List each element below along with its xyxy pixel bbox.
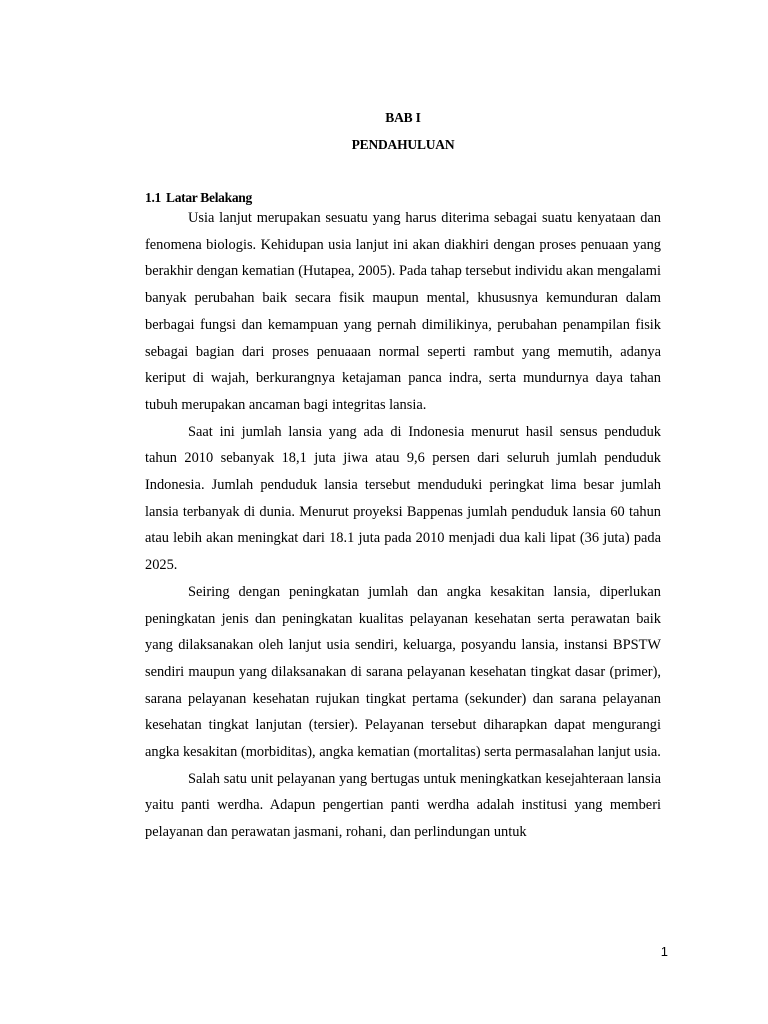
paragraph: Saat ini jumlah lansia yang ada di Indonesia menurut hasil sensus penduduk tahun 2010 sebanyak 18,1 juta jiwa atau 9,6 persen dari seluruh jumlah penduduk Indonesia. Jumlah penduduk lansia tersebut menduduki peringkat lima besar jumlah lansia terbanyak di dunia. Menurut proyeksi Bappenas jumlah penduduk lansia 60 tahun atau lebih akan meningkat dari 18.1 juta pada 2010 menjadi dua kali lipat (36 juta) pada 2025. [145,423,661,574]
body-text [145,205,661,846]
page-number: 1 [660,944,668,959]
chapter-title: PENDAHULUAN [351,137,455,152]
paragraph: Salah satu unit pelayanan yang bertugas untuk meningkatkan kesejahteraan lansia yaitu panti werdha. Adapun pengertian panti werdha adalah institusi yang memberi pelayanan dan perawatan jasmani, rohani, dan perlindungan untuk [145,770,661,841]
section-heading [145,190,252,206]
section-number: 1.1 [145,190,161,205]
chapter-label: BAB I [385,110,421,125]
paragraph: Seiring dengan peningkatan jumlah dan angka kesakitan lansia, diperlukan peningkatan jenis dan peningkatan kualitas pelayanan kesehatan serta perawatan baik yang dilaksanakan oleh lanjut usia sendiri, keluarga, posyandu lansia, instansi BPSTW sendiri maupun yang dilaksanakan di sarana pelayanan kesehatan tingkat dasar (primer), sarana pelayanan kesehatan rujukan tingkat pertama (sekunder) dan sarana pelayanan kesehatan tingkat lanjutan (tersier). Pelayanan tersebut diharapkan dapat mengurangi angka kesakitan (morbiditas), angka kematian (mortalitas) serta permasalahan lanjut usia. [145,583,661,761]
section-title: Latar Belakang [165,190,252,205]
paragraph: Usia lanjut merupakan sesuatu yang harus diterima sebagai suatu kenyataan dan fenomena biologis. Kehidupan usia lanjut ini akan diakhiri dengan proses penuaan yang berakhir dengan kematian (Hutapea, 2005). Pada tahap tersebut individu akan mengalami banyak perubahan baik secara fisik maupun mental, khususnya kemunduran dalam berbagai fungsi dan kemampuan yang pernah dimilikinya, perubahan penampilan fisik sebagai bagian dari proses penuaaan normal seperti rambut yang memutih, adanya keriput di wajah, berkurangnya ketajaman panca indra, serta mundurnya daya tahan tubuh merupakan ancaman bagi integritas lansia. [145,210,661,413]
